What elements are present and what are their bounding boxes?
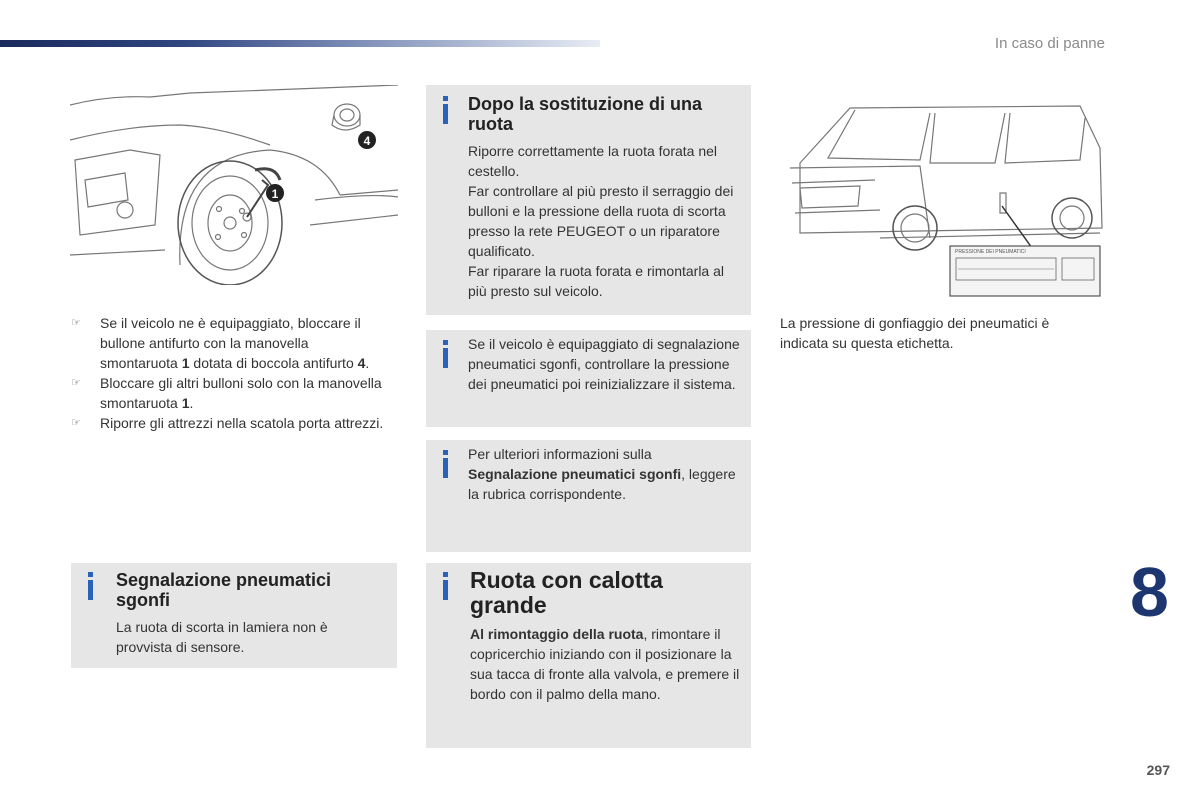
callout-4-label: 4 xyxy=(363,134,371,148)
header-accent-bar xyxy=(0,40,600,47)
info-box-tpms-equipped xyxy=(426,330,751,427)
box-title: Segnalazione pneumatici sgonfi xyxy=(116,570,332,610)
info-icon xyxy=(443,572,448,577)
info-box-after-replacement xyxy=(426,85,751,315)
info-icon xyxy=(443,340,448,345)
callout-1-label: 1 xyxy=(271,187,279,201)
info-icon xyxy=(88,572,93,577)
chapter-number: 8 xyxy=(1130,553,1169,631)
box-title: Ruota con calotta grande xyxy=(470,567,663,618)
info-box-deflation-warning xyxy=(71,563,397,668)
list-item: ☞ Se il veicolo ne è equipaggiato, bloccare il bullone antifurto con la manovella smontaruota 1 dotata di boccola antifurto 4. xyxy=(71,315,370,371)
box-text: Al rimontaggio della ruota, rimontare il copricerchio iniziando con il posizionare la sua tacca di fronte alla valvola, e premere il bordo con il palmo della mano. xyxy=(470,626,740,702)
box-text: La ruota di scorta in lamiera non è provvista di sensore. xyxy=(116,619,328,655)
list-item: ☞ Bloccare gli altri bulloni solo con la manovella smontaruota 1. xyxy=(71,375,382,411)
pointing-hand-icon: ☞ xyxy=(71,377,81,389)
box-text: Riporre correttamente la ruota forata nel cestello. Far controllare al più presto il serraggio dei bulloni e la pressione della ruota di scorta presso la rete PEUGEOT o un riparatore qualificato. Far riparare la ruota forata e rimontarla al più presto sul veicolo. xyxy=(468,143,734,299)
info-icon xyxy=(443,96,448,101)
tyre-label-caption: La pressione di gonfiaggio dei pneumatici è indicata su questa etichetta. xyxy=(780,315,1050,351)
box-title: Dopo la sostituzione di una ruota xyxy=(468,94,702,134)
page-number: 297 xyxy=(1146,762,1170,778)
van-tyre-label-illustration xyxy=(780,88,1105,300)
wheel-refit-instructions xyxy=(70,313,390,433)
section-title: In caso di panne xyxy=(994,35,1105,52)
list-item: ☞ Riporre gli attrezzi nella scatola porta attrezzi. xyxy=(71,415,384,431)
box-text: Se il veicolo è equipaggiato di segnalazione pneumatici sgonfi, controllare la pressione dei pneumatici poi reinizializzare il sistema. xyxy=(468,336,740,392)
wheel-removal-illustration xyxy=(70,85,398,285)
tyre-label-title: PRESSIONE DEI PNEUMATICI xyxy=(955,249,1026,255)
pointing-hand-icon: ☞ xyxy=(71,317,81,329)
pointing-hand-icon: ☞ xyxy=(71,417,81,429)
info-box-more-info xyxy=(426,440,751,552)
info-box-large-hubcap xyxy=(426,563,751,748)
box-text: Per ulteriori informazioni sulla Segnalazione pneumatici sgonfi, leggere la rubrica corrispondente. xyxy=(468,446,736,502)
info-icon xyxy=(443,450,448,455)
